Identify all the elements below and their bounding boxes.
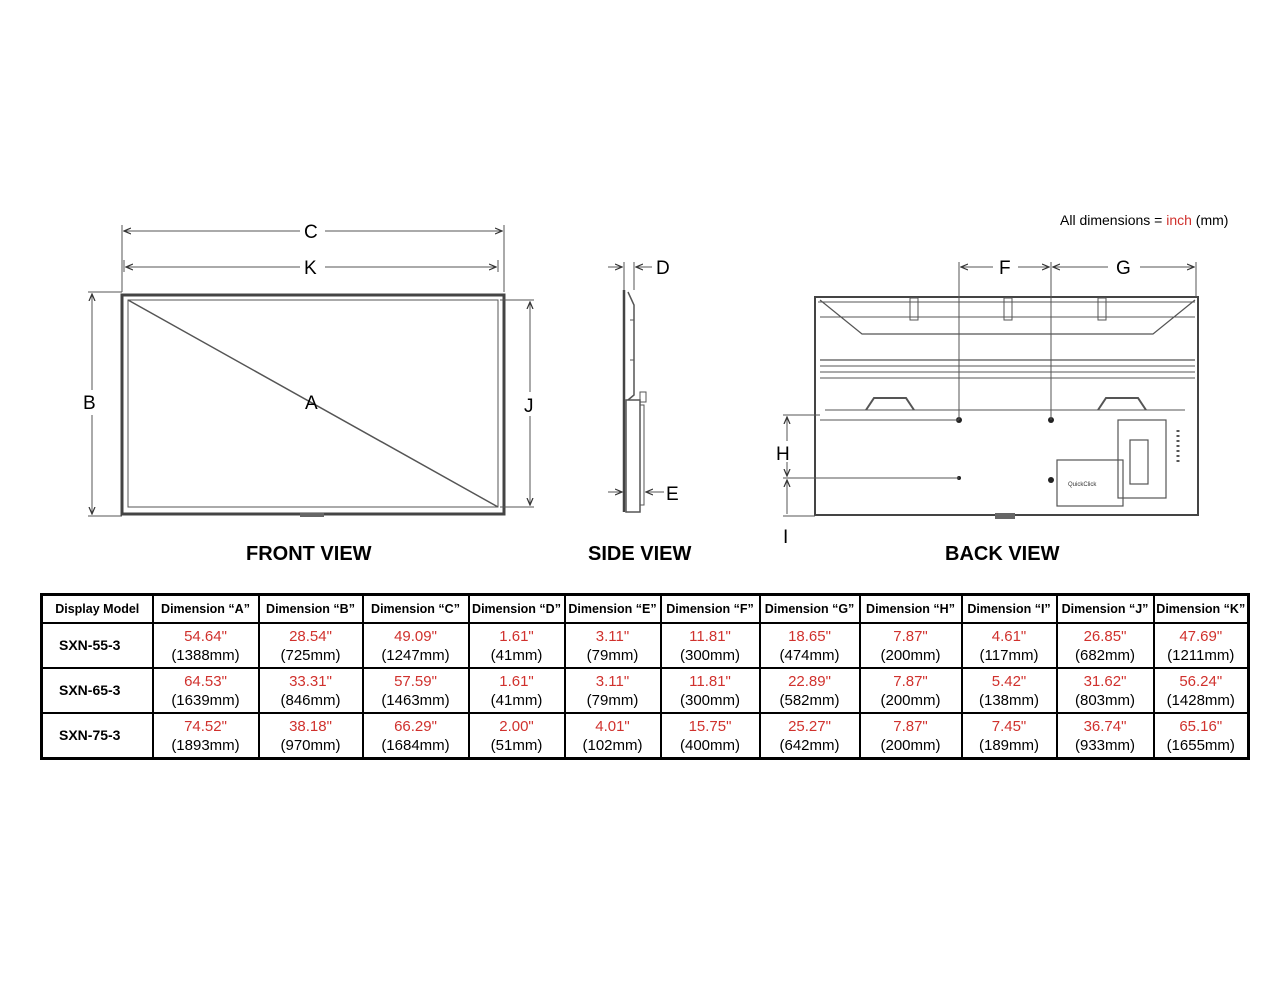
inch-value: 28.54"	[289, 627, 332, 645]
dim-label-e: E	[666, 484, 679, 505]
inch-value: 7.45"	[991, 717, 1027, 735]
dim-label-c: C	[304, 222, 318, 243]
value-cell	[469, 713, 565, 759]
value-cell	[962, 623, 1057, 668]
value-cell	[565, 668, 661, 713]
mm-value: (1428mm)	[1166, 691, 1235, 709]
dim-label-f: F	[999, 258, 1011, 279]
inch-value: 7.87"	[893, 627, 928, 645]
mm-value: (803mm)	[1074, 691, 1135, 709]
inch-value: 47.69"	[1179, 627, 1223, 645]
inch-value: 3.11"	[595, 627, 630, 645]
mm-value: (79mm)	[586, 691, 639, 709]
inch-value: 33.31"	[289, 672, 332, 690]
mm-value: (138mm)	[978, 691, 1039, 709]
value-cell	[363, 713, 469, 759]
value-cell	[860, 623, 962, 668]
value-cell	[962, 713, 1057, 759]
header-dimension-h: Dimension “H”	[860, 595, 962, 624]
mm-value: (682mm)	[1074, 646, 1135, 664]
side-view-title: SIDE VIEW	[588, 543, 692, 565]
mm-value: (200mm)	[880, 691, 941, 709]
mm-value: (846mm)	[280, 691, 341, 709]
header-dimension-d: Dimension “D”	[469, 595, 565, 624]
table-row	[42, 668, 1249, 713]
mm-value: (41mm)	[490, 691, 543, 709]
table-row	[42, 623, 1249, 668]
mm-value: (1684mm)	[381, 736, 450, 754]
header-dimension-b: Dimension “B”	[259, 595, 363, 624]
mm-value: (117mm)	[979, 646, 1039, 664]
dim-label-a: A	[305, 393, 318, 414]
value-cell	[860, 668, 962, 713]
mm-value: (970mm)	[280, 736, 341, 754]
model-cell: SXN-55-3	[42, 623, 153, 668]
inch-value: 26.85"	[1083, 627, 1127, 645]
value-cell	[1154, 713, 1249, 759]
value-cell	[363, 623, 469, 668]
dimension-table	[40, 593, 1250, 760]
inch-value: 3.11"	[595, 672, 630, 690]
value-cell	[661, 713, 760, 759]
value-cell	[1057, 623, 1154, 668]
inch-value: 36.74"	[1083, 717, 1127, 735]
header-dimension-c: Dimension “C”	[363, 595, 469, 624]
inch-value: 2.00"	[499, 717, 534, 735]
mm-value: (400mm)	[679, 736, 740, 754]
value-cell	[1057, 713, 1154, 759]
inch-value: 5.42"	[991, 672, 1027, 690]
value-cell	[469, 623, 565, 668]
value-cell	[760, 668, 860, 713]
inch-value: 7.87"	[893, 672, 928, 690]
units-note-prefix: All dimensions =	[1060, 212, 1167, 228]
inch-value: 57.59"	[394, 672, 437, 690]
header-dimension-g: Dimension “G”	[760, 595, 860, 624]
inch-value: 38.18"	[289, 717, 332, 735]
value-cell	[565, 713, 661, 759]
back-view-title: BACK VIEW	[945, 543, 1060, 565]
value-cell	[565, 623, 661, 668]
mm-value: (1639mm)	[171, 691, 240, 709]
value-cell	[1154, 668, 1249, 713]
mm-value: (300mm)	[679, 691, 740, 709]
header-dimension-i: Dimension “I”	[962, 595, 1057, 624]
mm-value: (1655mm)	[1166, 736, 1235, 754]
inch-value: 66.29"	[394, 717, 437, 735]
value-cell	[962, 668, 1057, 713]
inch-value: 54.64"	[184, 627, 227, 645]
header-dimension-e: Dimension “E”	[565, 595, 661, 624]
dim-label-j: J	[524, 396, 534, 417]
value-cell	[363, 668, 469, 713]
model-cell: SXN-75-3	[42, 713, 153, 759]
side-view-drawing	[608, 262, 664, 512]
mm-value: (1388mm)	[171, 646, 240, 664]
inch-value: 49.09"	[394, 627, 437, 645]
header-display-model: Display Model	[42, 595, 153, 624]
table-row	[42, 713, 1249, 759]
header-dimension-f: Dimension “F”	[661, 595, 760, 624]
mm-value: (1211mm)	[1167, 646, 1235, 664]
value-cell	[760, 623, 860, 668]
dim-label-h: H	[776, 444, 790, 465]
inch-value: 11.81"	[689, 627, 731, 645]
dim-label-i: I	[783, 527, 789, 548]
mm-value: (933mm)	[1074, 736, 1135, 754]
inch-value: 7.87"	[893, 717, 928, 735]
inch-value: 4.01"	[595, 717, 630, 735]
inch-value: 22.89"	[788, 672, 831, 690]
value-cell	[153, 668, 259, 713]
mm-value: (200mm)	[880, 736, 941, 754]
mm-value: (79mm)	[586, 646, 639, 664]
value-cell	[153, 713, 259, 759]
units-note-mm: (mm)	[1191, 212, 1229, 228]
dim-label-d: D	[656, 258, 670, 279]
value-cell	[1057, 668, 1154, 713]
mm-value: (51mm)	[490, 736, 543, 754]
inch-value: 56.24"	[1179, 672, 1223, 690]
mm-value: (102mm)	[582, 736, 643, 754]
inch-value: 64.53"	[184, 672, 227, 690]
inch-value: 65.16"	[1179, 717, 1223, 735]
mm-value: (300mm)	[679, 646, 740, 664]
inch-value: 4.61"	[991, 627, 1027, 645]
inch-value: 25.27"	[788, 717, 831, 735]
inch-value: 31.62"	[1083, 672, 1127, 690]
inch-value: 18.65"	[788, 627, 831, 645]
back-brand-label: QuickClick	[1068, 482, 1097, 488]
value-cell	[1154, 623, 1249, 668]
dim-label-b: B	[83, 393, 96, 414]
dim-label-g: G	[1116, 258, 1131, 279]
value-cell	[469, 668, 565, 713]
table-header-row	[42, 595, 1249, 624]
mm-value: (474mm)	[779, 646, 840, 664]
mm-value: (1893mm)	[171, 736, 240, 754]
inch-value: 74.52"	[184, 717, 227, 735]
mm-value: (642mm)	[779, 736, 840, 754]
model-cell: SXN-65-3	[42, 668, 153, 713]
header-dimension-j: Dimension “J”	[1057, 595, 1154, 624]
mm-value: (41mm)	[490, 646, 543, 664]
back-view-drawing	[783, 262, 1198, 519]
inch-value: 1.61"	[499, 672, 534, 690]
units-note-inch: inch	[1166, 212, 1192, 228]
value-cell	[760, 713, 860, 759]
mm-value: (725mm)	[280, 646, 341, 664]
value-cell	[153, 623, 259, 668]
value-cell	[259, 713, 363, 759]
value-cell	[259, 623, 363, 668]
value-cell	[860, 713, 962, 759]
value-cell	[661, 623, 760, 668]
mm-value: (1463mm)	[381, 691, 450, 709]
value-cell	[661, 668, 760, 713]
value-cell	[259, 668, 363, 713]
front-view-title: FRONT VIEW	[246, 543, 372, 565]
mm-value: (582mm)	[779, 691, 840, 709]
header-dimension-k: Dimension “K”	[1154, 595, 1249, 624]
header-dimension-a: Dimension “A”	[153, 595, 259, 624]
inch-value: 11.81"	[689, 672, 731, 690]
inch-value: 1.61"	[499, 627, 534, 645]
mm-value: (189mm)	[978, 736, 1039, 754]
mm-value: (200mm)	[880, 646, 941, 664]
dim-label-k: K	[304, 258, 317, 279]
mm-value: (1247mm)	[381, 646, 450, 664]
inch-value: 15.75"	[688, 717, 732, 735]
